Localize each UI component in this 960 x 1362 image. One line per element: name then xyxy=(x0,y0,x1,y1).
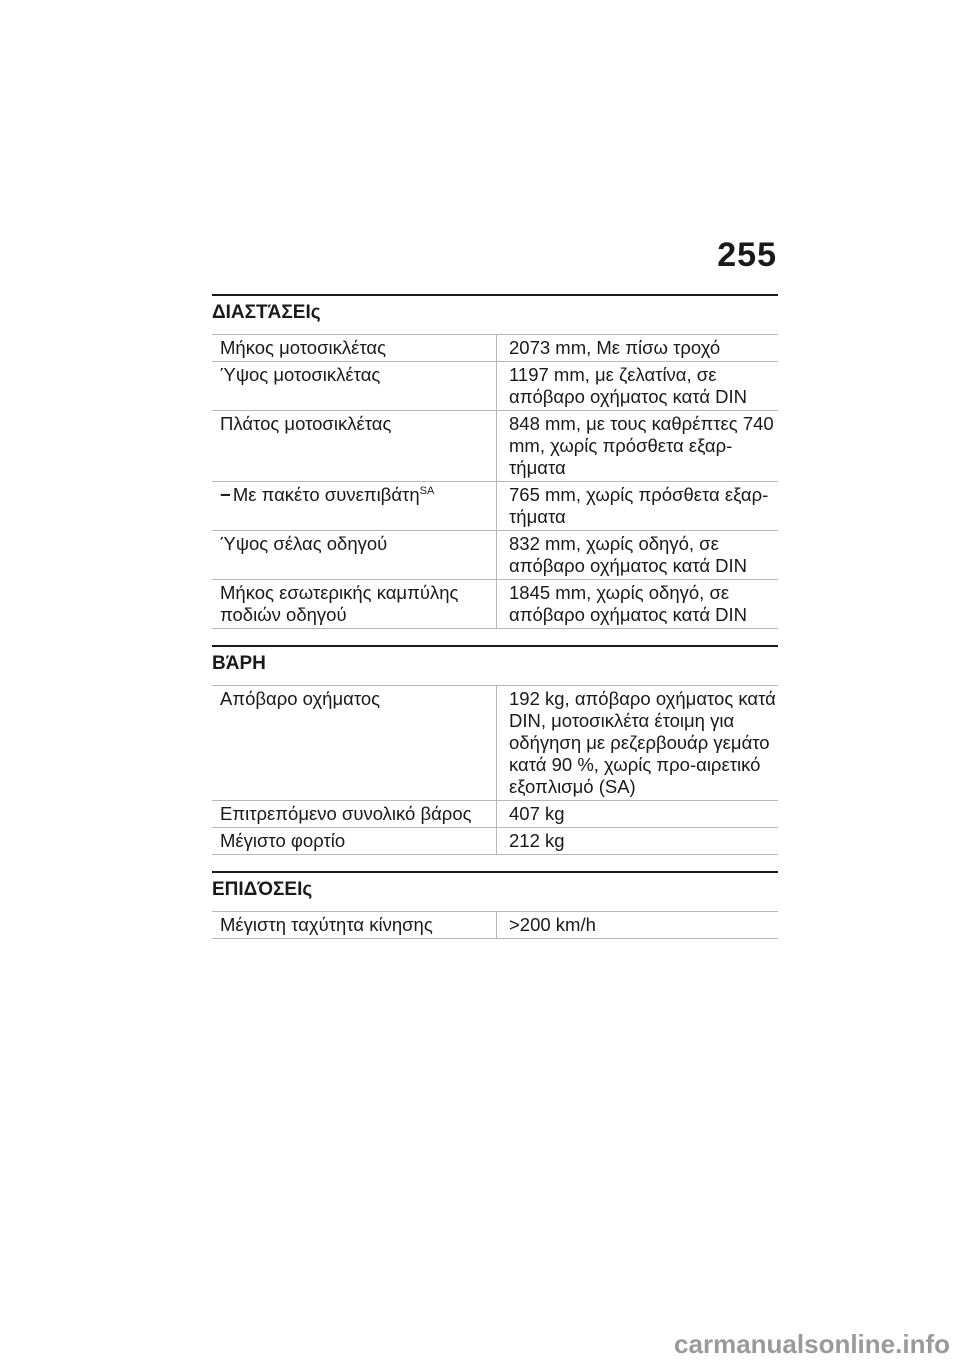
section-dimensions xyxy=(212,294,778,629)
spec-content xyxy=(212,294,778,955)
spec-label: Μήκος εσωτερικής καμπύλης ποδιών οδηγού xyxy=(212,580,497,629)
spec-value: 765 mm, χωρίς πρόσθετα εξαρ-τήματα xyxy=(497,482,779,531)
spec-value: 192 kg, απόβαρο οχήματος κατά DIN, μοτοσικλέτα έτοιμη για οδήγηση με ρεζερβουάρ γεμάτο κατά 90 %, χωρίς προ-αιρετικό εξοπλισμό (SA) xyxy=(497,686,779,801)
spec-label: Ύψος σέλας οδηγού xyxy=(212,531,497,580)
spec-label: Επιτρεπόμενο συνολικό βάρος xyxy=(212,801,497,828)
spec-label: Ύψος μοτοσικλέτας xyxy=(212,362,497,411)
table-row xyxy=(212,912,778,939)
page-number: 255 xyxy=(717,236,777,274)
section-heading: ΒΆΡΗ xyxy=(212,645,778,679)
table-row xyxy=(212,362,778,411)
table-row xyxy=(212,531,778,580)
spec-value: 2073 mm, Με πίσω τροχό xyxy=(497,335,779,362)
section-performance xyxy=(212,871,778,939)
spec-value: 212 kg xyxy=(497,828,779,855)
spec-table xyxy=(212,334,778,629)
spec-value: >200 km/h xyxy=(497,912,779,939)
dash-marker: − xyxy=(220,484,231,505)
section-weights xyxy=(212,645,778,855)
spec-label: Μήκος μοτοσικλέτας xyxy=(212,335,497,362)
spec-label: Μέγιστο φορτίο xyxy=(212,828,497,855)
table-row xyxy=(212,801,778,828)
table-row xyxy=(212,411,778,482)
table-row xyxy=(212,482,778,531)
spec-value: 832 mm, χωρίς οδηγό, σε απόβαρο οχήματος κατά DIN xyxy=(497,531,779,580)
spec-table xyxy=(212,911,778,939)
table-row xyxy=(212,828,778,855)
section-heading: ΕΠΙΔΌΣΕΙς xyxy=(212,871,778,905)
spec-label xyxy=(212,482,497,531)
spec-label-text: Με πακέτο συνεπιβάτη xyxy=(232,484,420,505)
spec-label: Απόβαρο οχήματος xyxy=(212,686,497,801)
spec-table xyxy=(212,685,778,855)
table-row xyxy=(212,335,778,362)
optional-equipment-marker: SA xyxy=(419,485,435,497)
table-row xyxy=(212,686,778,801)
spec-value: 1197 mm, με ζελατίνα, σε απόβαρο οχήματος κατά DIN xyxy=(497,362,779,411)
spec-value: 407 kg xyxy=(497,801,779,828)
table-row xyxy=(212,580,778,629)
spec-label: Πλάτος μοτοσικλέτας xyxy=(212,411,497,482)
spec-value: 1845 mm, χωρίς οδηγό, σε απόβαρο οχήματος κατά DIN xyxy=(497,580,779,629)
spec-label: Μέγιστη ταχύτητα κίνησης xyxy=(212,912,497,939)
spec-value: 848 mm, με τους καθρέπτες 740 mm, χωρίς πρόσθετα εξαρ-τήματα xyxy=(497,411,779,482)
watermark: carmanualsonline.info xyxy=(674,1329,950,1359)
section-heading: ΔΙΑΣΤΆΣΕΙς xyxy=(212,294,778,328)
